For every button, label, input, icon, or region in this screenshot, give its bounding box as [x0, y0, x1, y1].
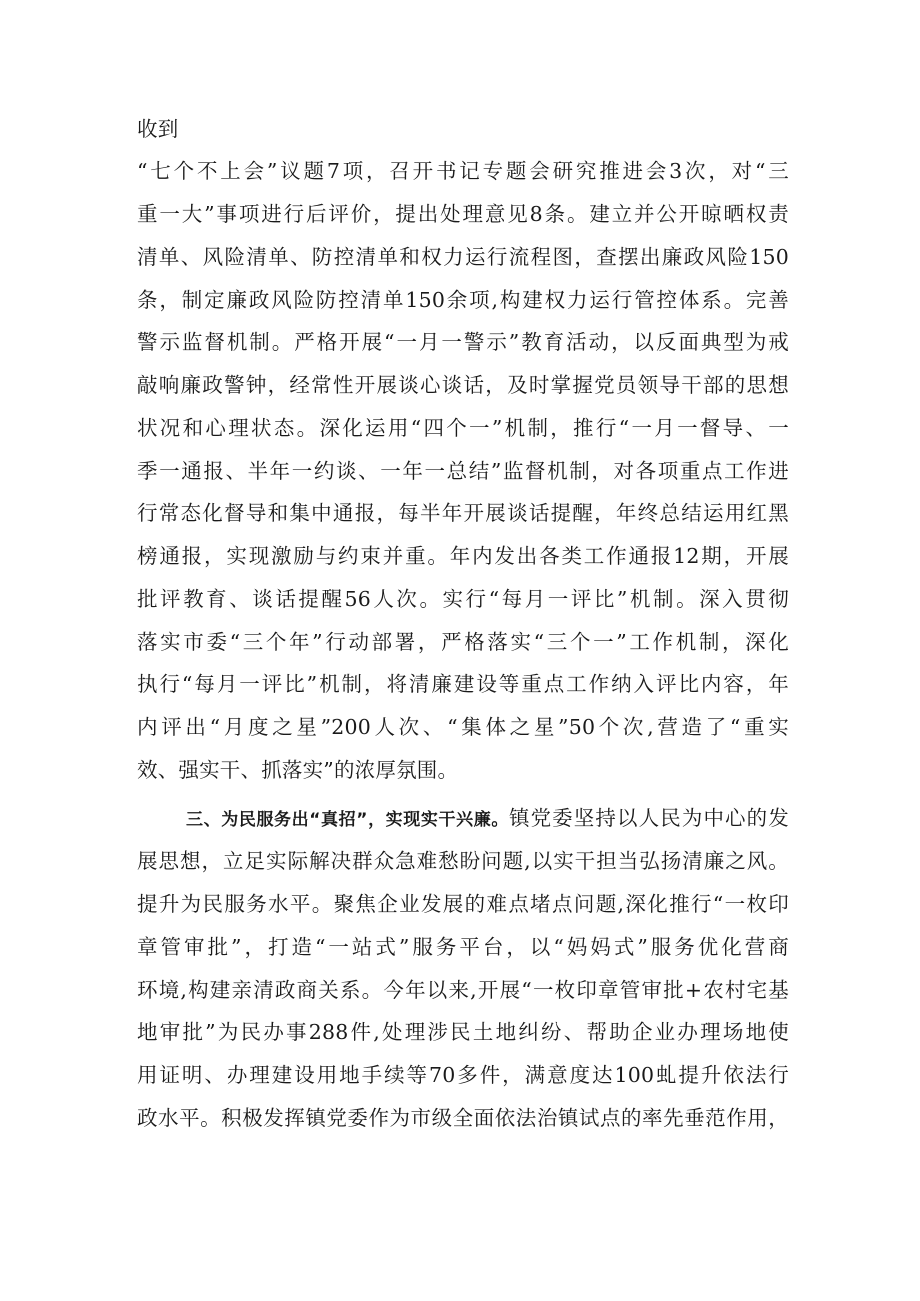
section-heading-line — [186, 801, 789, 835]
text-line: 状况和心理状态。深化运用“四个一”机制，推行“一月一督导、一 — [137, 416, 789, 440]
text-line: 敲响廉政警钟，经常性开展谈心谈话，及时掌握党员领导干部的思想 — [137, 373, 789, 397]
text-line: 行常态化督导和集中通报，每半年开展谈话提醒，年终总结运用红黑 — [137, 501, 789, 525]
section-heading: 三、为民服务出“真招”，实现实干兴廉。 — [186, 810, 509, 830]
text-line: 环境,构建亲清政商关系。今年以来,开展“一枚印章管审批+农村宅基 — [137, 978, 789, 1002]
section-heading-tail: 镇党委坚持以人民为中心的发 — [508, 806, 789, 830]
text-line: 地审批”为民办事288件,处理涉民土地纠纷、帮助企业办理场地使 — [137, 1020, 789, 1044]
text-line: 用证明、办理建设用地手续等70多件，满意度达100虬提升依法行 — [137, 1063, 789, 1087]
text-line: 落实市委“三个年”行动部署，严格落实“三个一”工作机制，深化 — [137, 630, 789, 654]
text-line: 警示监督机制。严格开展“一月一警示”教育活动，以反面典型为戒 — [137, 330, 789, 354]
text-line: 效、强实干、抓落实”的浓厚氛围。 — [137, 758, 459, 782]
text-line: 榜通报，实现激励与约束并重。年内发出各类工作通报12期，开展 — [137, 544, 789, 568]
text-line: “七个不上会”议题7项，召开书记专题会研究推进会3次，对“三 — [137, 159, 789, 183]
text-line: 收到 — [137, 117, 179, 141]
text-line: 条，制定廉政风险防控清单150余项,构建权力运行管控体系。完善 — [137, 288, 789, 312]
text-line: 重一大”事项进行后评价，提出处理意见8条。建立并公开晾晒权责 — [137, 202, 789, 226]
text-line: 批评教育、谈话提醒56人次。实行“每月一评比”机制。深入贯彻 — [137, 587, 789, 611]
text-line: 执行“每月一评比”机制，将清廉建设等重点工作纳入评比内容，年 — [137, 672, 789, 696]
text-line: 展思想，立足实际解决群众急难愁盼问题,以实干担当弘扬清廉之风。 — [137, 849, 789, 873]
text-line: 提升为民服务水平。聚焦企业发展的难点堵点问题,深化推行“一枚印 — [137, 892, 789, 916]
text-line: 政水平。积极发挥镇党委作为市级全面依法治镇试点的率先垂范作用， — [137, 1106, 789, 1130]
text-line: 清单、风险清单、防控清单和权力运行流程图，查摆出廉政风险150 — [137, 245, 789, 269]
text-line: 内评出“月度之星”200人次、“集体之星”50个次,营造了“重实 — [137, 715, 789, 739]
text-line: 季一通报、半年一约谈、一年一总结”监督机制，对各项重点工作进 — [137, 459, 789, 483]
text-line: 章管审批”，打造“一站式”服务平台，以“妈妈式”服务优化营商 — [137, 935, 789, 959]
